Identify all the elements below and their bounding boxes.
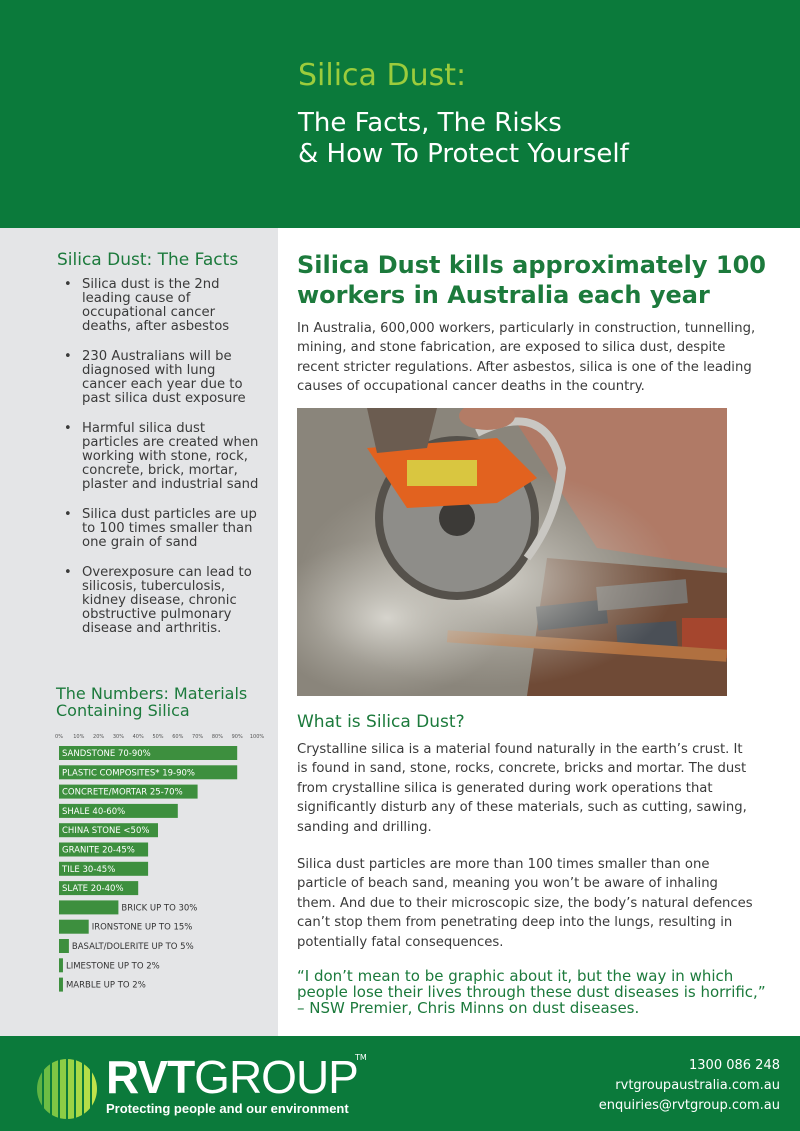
fact-item: • Overexposure can lead to silicosis, tuberculosis, kidney disease, chronic obstructive pulmonary disease and arthritis.	[62, 566, 262, 636]
x-tick-label: 20%	[93, 734, 105, 740]
pull-quote: “I don’t mean to be graphic about it, but the way in which people lose their lives through these dust diseases is horrific,” – NSW Premier, Chris Minns on dust diseases.	[297, 967, 766, 1017]
x-tick-label: 30%	[112, 734, 124, 740]
fact-item: • Harmful silica dust particles are created when working with stone, rock, concrete, brick, mortar, plaster and industrial sand	[62, 422, 262, 492]
chart-bar	[59, 920, 89, 934]
x-tick-label: 40%	[132, 734, 144, 740]
rvt-logo-icon	[36, 1058, 98, 1120]
bar-label: BRICK UP TO 30%	[121, 903, 198, 914]
x-tick-label: 80%	[211, 734, 223, 740]
body-paragraph: Crystalline silica is a material found naturally in the earth’s crust. It is found in sand, stone, rocks, concrete, bricks and mortar. The dust from crystalline silica is generated during work operations that significantly disturb any of these materials, such as cutting, sawing, sanding and drilling.	[297, 742, 747, 835]
bar-label: CONCRETE/MORTAR 25-70%	[62, 787, 183, 798]
fact-item: • 230 Australians will be diagnosed with lung cancer each year due to past silica dust exposure	[62, 350, 262, 406]
contact-block	[599, 1056, 780, 1116]
x-tick-label: 90%	[231, 734, 243, 740]
bar-label: SHALE 40-60%	[62, 806, 126, 817]
page-title: Silica Dust:	[298, 58, 467, 93]
website-link[interactable]: rvtgroupaustralia.com.au	[615, 1078, 780, 1093]
bar-label: LIMESTONE UP TO 2%	[65, 961, 160, 972]
sidebar	[0, 228, 278, 1036]
bar-label: TILE 30-45%	[62, 864, 116, 875]
x-tick-label: 50%	[152, 734, 164, 740]
facts-heading: Silica Dust: The Facts	[57, 250, 239, 270]
trademark-mark: TM	[355, 1053, 367, 1062]
x-tick-label: 10%	[73, 734, 85, 740]
header-banner	[0, 0, 800, 228]
x-tick-label: 100%	[249, 734, 265, 740]
chart-bar	[59, 939, 69, 953]
bar-label: SANDSTONE 70-90%	[62, 749, 151, 759]
bar-label: MARBLE UP TO 2%	[65, 980, 146, 991]
materials-bar-chart	[0, 728, 278, 998]
chart-bar	[59, 900, 118, 914]
main-headline: Silica Dust kills approximately 100 workers in Australia each year	[297, 251, 767, 309]
bar-label: BASALT/DOLERITE UP TO 5%	[71, 942, 194, 952]
bar-label: CHINA STONE <50%	[62, 826, 150, 837]
fact-item: • Silica dust is the 2nd leading cause of occupational cancer deaths, after asbestos	[62, 278, 262, 334]
x-tick-label: 60%	[172, 734, 184, 740]
bar-label: IRONSTONE UP TO 15%	[91, 922, 193, 933]
chart-bar	[59, 958, 63, 972]
fact-item: • Silica dust particles are up to 100 times smaller than one grain of sand	[62, 508, 262, 550]
intro-paragraph: In Australia, 600,000 workers, particularly in construction, tunnelling, mining, and stone fabrication, are exposed to silica dust, despite recent stricter regulations. After asbestos, silica is one of the leading causes of occupational cancer deaths in the country.	[297, 321, 756, 395]
facts-list	[62, 278, 262, 652]
saw-cutting-illustration	[297, 408, 727, 696]
page-subtitle: The Facts, The Risks & How To Protect Yourself	[298, 108, 629, 169]
company-tagline: Protecting people and our environment	[106, 1101, 349, 1116]
what-is-heading: What is Silica Dust?	[297, 712, 465, 732]
bar-label: PLASTIC COMPOSITES* 19-90%	[62, 768, 195, 779]
bar-label: SLATE 20-40%	[62, 884, 124, 895]
numbers-heading: The Numbers: Materials Containing Silica	[56, 684, 248, 720]
chart-bar	[59, 978, 63, 992]
company-logo-text: RVTGROUP	[106, 1051, 358, 1103]
body-paragraph: Silica dust particles are more than 100 times smaller than one particle of beach sand, meaning you won’t be aware of inhaling them. And due to their microscopic size, the body’s natural defences can’t stop them from penetrating deep into the lungs, resulting in potentially fatal consequences.	[297, 857, 753, 950]
bar-label: GRANITE 20-45%	[62, 845, 135, 856]
x-tick-label: 70%	[192, 734, 204, 740]
footer	[0, 1036, 800, 1131]
x-tick-label: 0%	[55, 734, 63, 740]
phone-number: 1300 086 248	[689, 1058, 780, 1073]
saw-cutting-photo	[297, 408, 727, 696]
email-link[interactable]: enquiries@rvtgroup.com.au	[598, 1098, 780, 1113]
